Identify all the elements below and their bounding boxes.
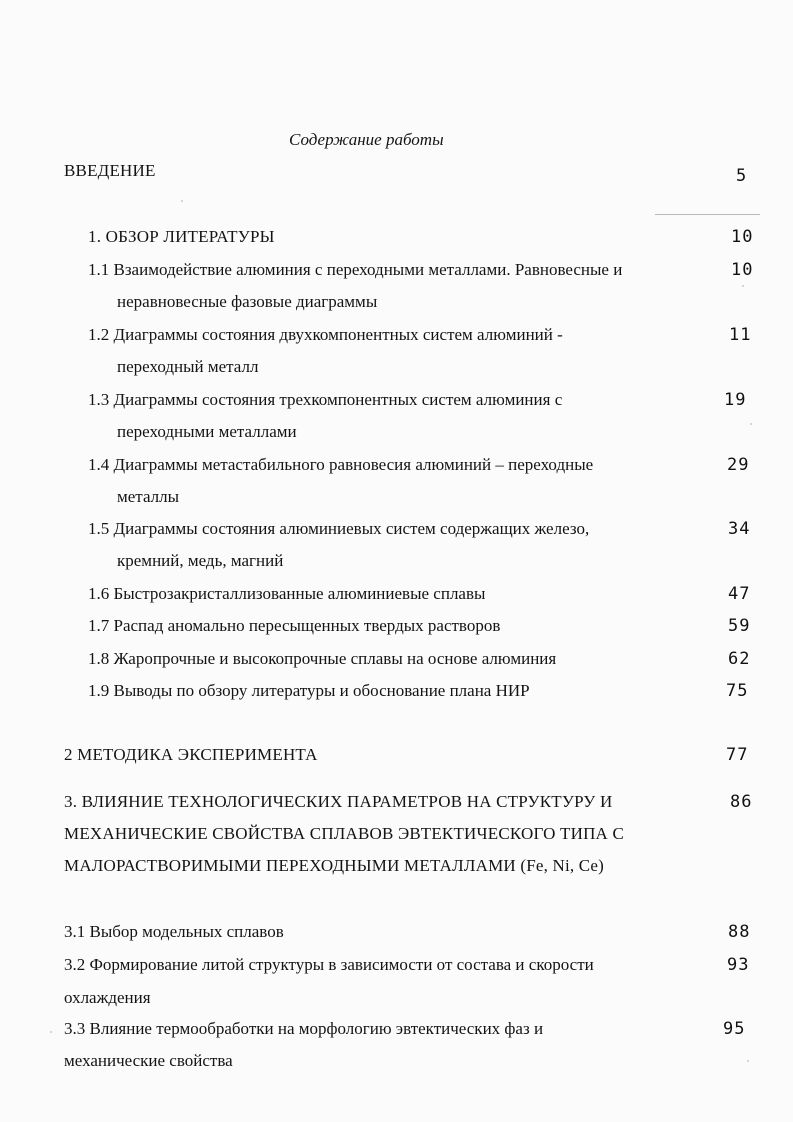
page-number: 86 [730,792,753,812]
divider [655,214,760,215]
toc-entry-3: 3. ВЛИЯНИЕ ТЕХНОЛОГИЧЕСКИХ ПАРАМЕТРОВ НА СТРУКТУРУ И [64,792,613,811]
scan-speck [181,200,183,202]
toc-entry-1-7: 1.7 Распад аномально пересыщенных твердых растворов [88,616,501,635]
page-number: 75 [726,681,749,701]
toc-entry-1-3-cont: переходными металлами [117,422,297,441]
scan-speck [50,1031,52,1033]
page-number: 88 [728,922,751,942]
scan-speck [750,423,752,425]
page-number: 62 [728,649,751,669]
toc-entry-3-3: 3.3 Влияние термообработки на морфологию эвтектических фаз и [64,1019,544,1038]
toc-entry-3-cont: МАЛОРАСТВОРИМЫМИ ПЕРЕХОДНЫМИ МЕТАЛЛАМИ (Fe, Ni, Ce) [64,856,604,875]
toc-entry-1-4: 1.4 Диаграммы метастабильного равновесия алюминий – переходные [88,455,594,474]
toc-entry-3-1: 3.1 Выбор модельных сплавов [64,922,284,941]
toc-entry-1-9: 1.9 Выводы по обзору литературы и обоснование плана НИР [88,681,530,700]
page-number: 47 [728,584,751,604]
page-number: 29 [727,455,750,475]
page-number: 10 [731,260,754,280]
toc-entry-1-1-cont: неравновесные фазовые диаграммы [117,292,378,311]
page-number: 77 [726,745,749,765]
toc-entry-1: 1. ОБЗОР ЛИТЕРАТУРЫ [88,227,275,246]
page-number: 11 [729,325,752,345]
toc-entry-1-2-cont: переходный металл [117,357,259,376]
page-number: 5 [736,166,748,186]
page-title: Содержание работы [289,130,444,149]
toc-entry-1-1: 1.1 Взаимодействие алюминия с переходными металлами. Равновесные и [88,260,623,279]
page-number: 34 [728,519,751,539]
page-number: 95 [723,1019,746,1039]
toc-entry-1-8: 1.8 Жаропрочные и высокопрочные сплавы на основе алюминия [88,649,557,668]
toc-entry-3-2: 3.2 Формирование литой структуры в зависимости от состава и скорости [64,955,594,974]
page-number: 93 [727,955,750,975]
toc-entry-3-3-cont: механические свойства [64,1051,233,1070]
toc-entry-intro: ВВЕДЕНИЕ [64,161,156,180]
page-number: 59 [728,616,751,636]
page-number: 19 [724,390,747,410]
toc-entry-3-2-cont: охлаждения [64,988,151,1007]
toc-entry-1-5: 1.5 Диаграммы состояния алюминиевых систем содержащих железо, [88,519,590,538]
toc-entry-1-2: 1.2 Диаграммы состояния двухкомпонентных систем алюминий - [88,325,563,344]
scan-speck [747,1060,749,1062]
toc-entry-2: 2 МЕТОДИКА ЭКСПЕРИМЕНТА [64,745,318,764]
scan-speck [742,285,744,287]
toc-entry-1-6: 1.6 Быстрозакристаллизованные алюминиевые сплавы [88,584,486,603]
toc-entry-3-cont: МЕХАНИЧЕСКИЕ СВОЙСТВА СПЛАВОВ ЭВТЕКТИЧЕСКОГО ТИПА С [64,824,625,843]
toc-entry-1-5-cont: кремний, медь, магний [117,551,284,570]
page-number: 10 [731,227,754,247]
toc-entry-1-4-cont: металлы [117,487,180,506]
toc-entry-1-3: 1.3 Диаграммы состояния трехкомпонентных систем алюминия с [88,390,563,409]
